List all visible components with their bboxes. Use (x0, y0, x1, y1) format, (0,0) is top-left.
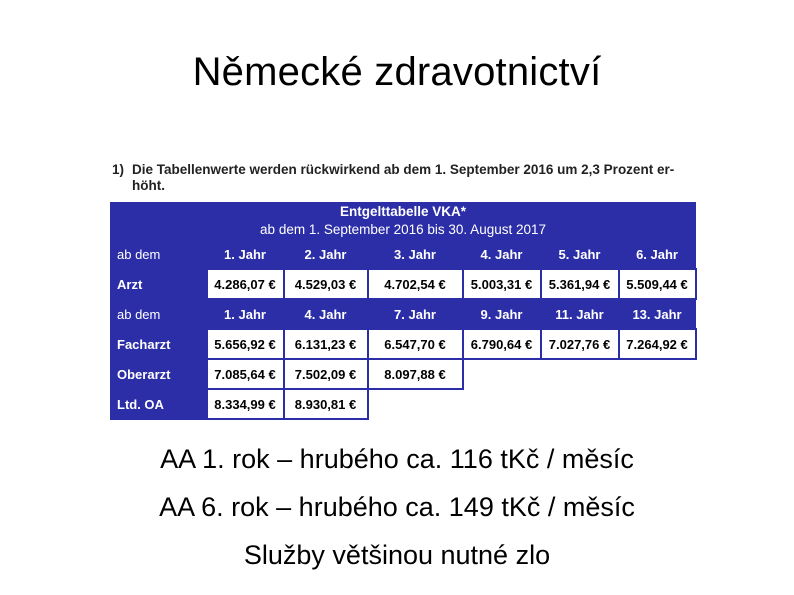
table-cell: 8.097,88 € (368, 359, 463, 389)
table-title: Entgelttabelle VKA* (340, 204, 467, 219)
header-1-col: 3. Jahr (368, 240, 463, 270)
row-label-ltdoa: Ltd. OA (111, 389, 207, 419)
table-cell: 5.003,31 € (463, 269, 541, 299)
footnote-line-1: Die Tabellenwerte werden rückwirkend ab dem 1. September 2016 um 2,3 Prozent er- (132, 162, 675, 177)
table-row-ltdoa (111, 389, 696, 419)
row-label-oberarzt: Oberarzt (111, 359, 207, 389)
footnote-number: 1) (112, 162, 125, 177)
empty-cell (368, 389, 463, 419)
empty-cell (619, 359, 696, 389)
header-row-1 (111, 240, 696, 270)
row-label-facharzt: Facharzt (111, 329, 207, 359)
empty-cell (541, 389, 619, 419)
slide-title: Německé zdravotnictví (192, 50, 602, 94)
empty-cell (619, 389, 696, 419)
bullet-line-1: AA 1. rok – hrubého ca. 116 tKč / měsíc (160, 444, 634, 474)
table-cell: 6.790,64 € (463, 329, 541, 359)
table-cell: 4.286,07 € (207, 269, 284, 299)
table-cell: 4.529,03 € (284, 269, 368, 299)
header-2-col: 4. Jahr (284, 299, 368, 329)
footnote-line-2: höht. (132, 178, 165, 193)
salary-table (110, 202, 697, 420)
table-cell: 4.702,54 € (368, 269, 463, 299)
header-1-col: 1. Jahr (207, 240, 284, 270)
table-cell: 7.264,92 € (619, 329, 696, 359)
header-1-col: 5. Jahr (541, 240, 619, 270)
table-cell: 5.656,92 € (207, 329, 284, 359)
header-2-col: 1. Jahr (207, 299, 284, 329)
header-2-col: 13. Jahr (619, 299, 696, 329)
bullet-line-3: Služby většinou nutné zlo (243, 540, 551, 570)
bullet-line-2: AA 6. rok – hrubého ca. 149 tKč / měsíc (159, 492, 635, 522)
table-cell: 7.502,09 € (284, 359, 368, 389)
header-2-col: 11. Jahr (541, 299, 619, 329)
table-row-oberarzt (111, 359, 696, 389)
empty-cell (463, 389, 541, 419)
header-row-2 (111, 299, 696, 329)
table-cell: 6.547,70 € (368, 329, 463, 359)
table-cell: 7.085,64 € (207, 359, 284, 389)
row-label-arzt: Arzt (111, 269, 207, 299)
header-1-col: 2. Jahr (284, 240, 368, 270)
table-cell: 5.509,44 € (619, 269, 696, 299)
empty-cell (463, 359, 541, 389)
table-subtitle: ab dem 1. September 2016 bis 30. August 2017 (260, 222, 546, 237)
header-1-col: 6. Jahr (619, 240, 696, 270)
table-cell: 6.131,23 € (284, 329, 368, 359)
table-row-facharzt (111, 329, 696, 359)
header-2-col: 7. Jahr (368, 299, 463, 329)
table-cell: 5.361,94 € (541, 269, 619, 299)
table-cell: 7.027,76 € (541, 329, 619, 359)
header-2-col: 9. Jahr (463, 299, 541, 329)
header-2-label: ab dem (111, 299, 207, 329)
table-title-cell (111, 203, 696, 240)
empty-cell (541, 359, 619, 389)
table-cell: 8.930,81 € (284, 389, 368, 419)
header-1-label: ab dem (111, 240, 207, 270)
table-cell: 8.334,99 € (207, 389, 284, 419)
header-1-col: 4. Jahr (463, 240, 541, 270)
table-title-row (111, 203, 696, 240)
table-row-arzt (111, 269, 696, 299)
